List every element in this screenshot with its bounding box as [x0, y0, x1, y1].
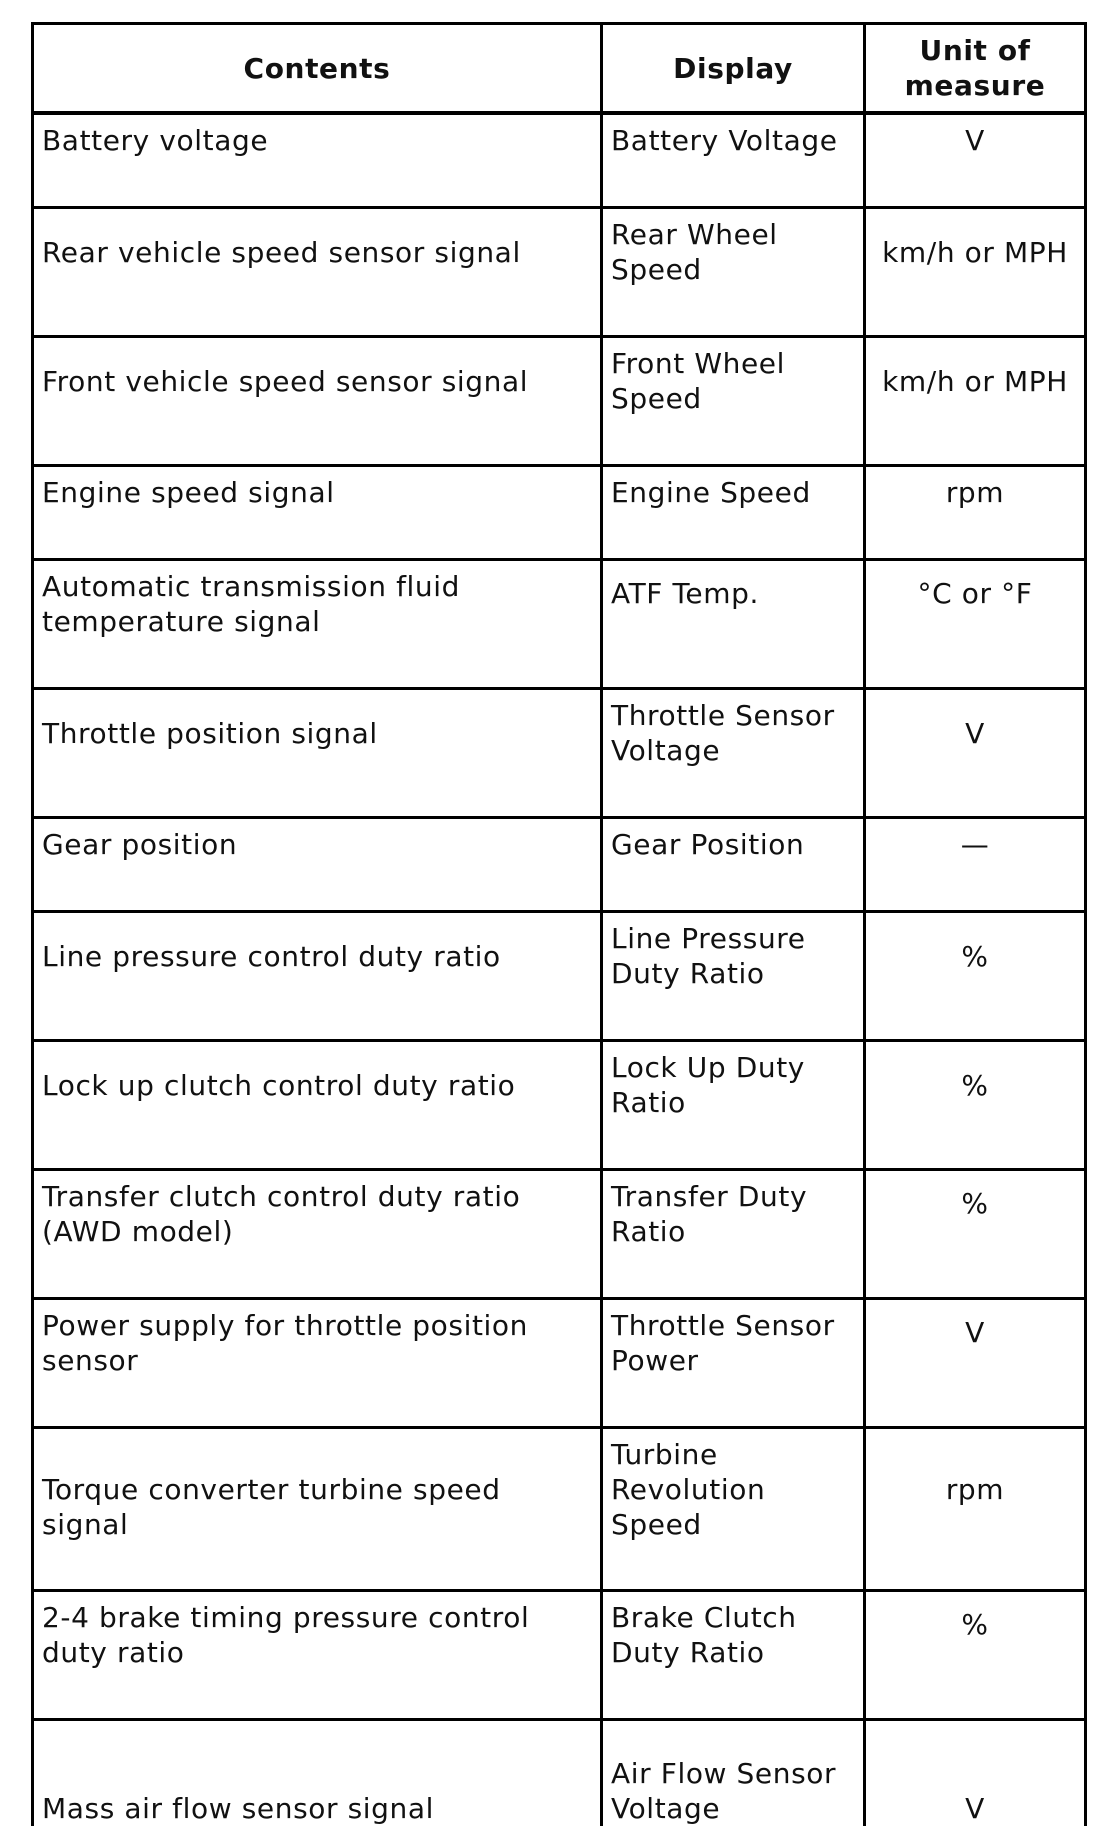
cell-unit: V [965, 1316, 985, 1349]
table-row [33, 1041, 1086, 1170]
cell-unit: V [965, 1792, 985, 1825]
cell-display: Brake Clutch Duty Ratio [611, 1601, 797, 1669]
table-row [33, 337, 1086, 466]
cell-display: Turbine Revolution Speed [611, 1438, 766, 1541]
table-body [33, 113, 1086, 1826]
data-table [31, 22, 1087, 1826]
table-row [33, 113, 1086, 208]
cell-display: Front Wheel Speed [611, 347, 785, 415]
cell-contents: 2-4 brake timing pressure control duty ratio [42, 1601, 530, 1669]
cell-contents: Lock up clutch control duty ratio [42, 1069, 516, 1102]
cell-unit: °C or °F [917, 577, 1033, 610]
cell-display: Air Flow Sensor Voltage [611, 1757, 837, 1825]
cell-contents: Automatic transmission fluid temperature signal [42, 570, 461, 638]
cell-contents: Line pressure control duty ratio [42, 940, 501, 973]
cell-display: Line Pressure Duty Ratio [611, 922, 806, 990]
table-row [33, 1299, 1086, 1428]
cell-contents: Transfer clutch control duty ratio (AWD model) [42, 1180, 521, 1248]
cell-contents: Battery voltage [42, 124, 269, 157]
table-row [33, 208, 1086, 337]
header-display: Display [602, 24, 865, 114]
cell-unit: % [961, 1187, 989, 1220]
cell-display: Engine Speed [611, 476, 811, 509]
cell-contents: Torque converter turbine speed signal [42, 1473, 501, 1541]
cell-display: Battery Voltage [611, 124, 838, 157]
cell-unit: rpm [945, 476, 1005, 509]
table-row [33, 912, 1086, 1041]
cell-display: ATF Temp. [611, 577, 760, 610]
table-row [33, 689, 1086, 818]
cell-display: Rear Wheel Speed [611, 218, 778, 286]
table-header [33, 24, 1086, 114]
cell-contents: Power supply for throttle position sensor [42, 1309, 529, 1377]
cell-contents: Rear vehicle speed sensor signal [42, 236, 521, 269]
table-row [33, 1720, 1086, 1827]
cell-contents: Throttle position signal [42, 717, 378, 750]
table-row [33, 1591, 1086, 1720]
cell-unit: km/h or MPH [882, 236, 1068, 269]
table-row [33, 466, 1086, 560]
cell-display: Transfer Duty Ratio [611, 1180, 808, 1248]
cell-unit: % [961, 940, 989, 973]
table-row [33, 818, 1086, 912]
table-row [33, 1170, 1086, 1299]
table-row [33, 560, 1086, 689]
header-row [33, 24, 1086, 114]
cell-display: Throttle Sensor Voltage [611, 699, 835, 767]
cell-unit: km/h or MPH [882, 365, 1068, 398]
cell-display: Throttle Sensor Power [611, 1309, 835, 1377]
table-row [33, 1428, 1086, 1591]
cell-unit: rpm [945, 1473, 1005, 1506]
cell-unit: — [960, 828, 990, 861]
cell-unit: % [961, 1069, 989, 1102]
cell-contents: Gear position [42, 828, 238, 861]
cell-contents: Front vehicle speed sensor signal [42, 365, 529, 398]
cell-contents: Mass air flow sensor signal [42, 1792, 435, 1825]
header-contents: Contents [33, 24, 602, 114]
cell-unit: V [965, 124, 985, 157]
cell-display: Gear Position [611, 828, 805, 861]
cell-contents: Engine speed signal [42, 476, 335, 509]
header-unit [865, 24, 1086, 114]
cell-unit: V [965, 717, 985, 750]
cell-display: Lock Up Duty Ratio [611, 1051, 805, 1119]
header-unit-label: Unit of measure [904, 34, 1046, 102]
cell-unit: % [961, 1608, 989, 1641]
